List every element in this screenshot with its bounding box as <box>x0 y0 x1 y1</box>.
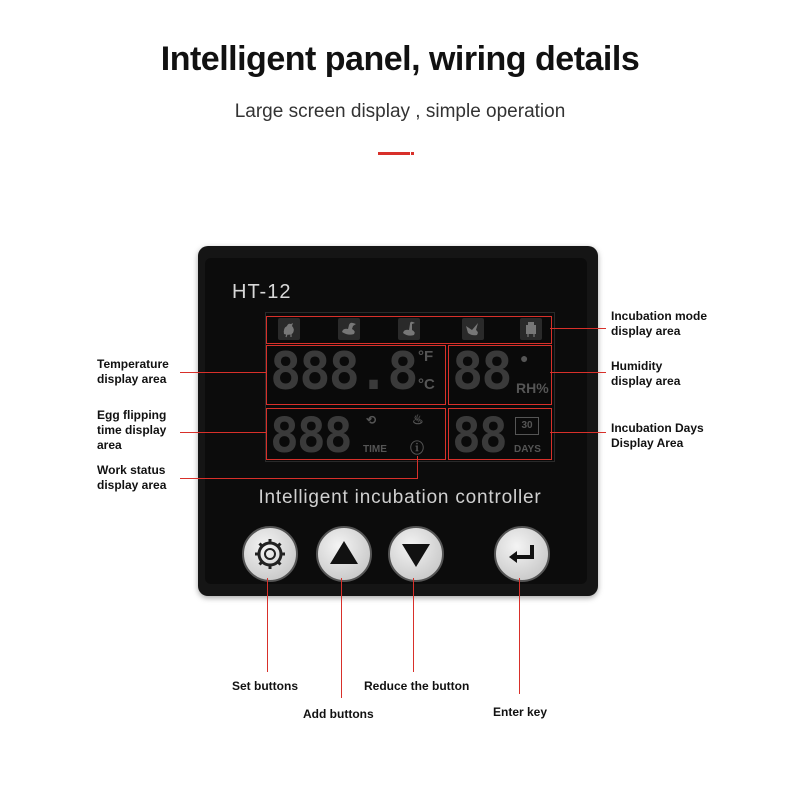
humidity-readout: 88 <box>452 342 511 402</box>
water-drop-icon: ● <box>520 350 529 366</box>
flip-leader <box>180 432 266 433</box>
humidity-callout: Humidity display area <box>611 359 681 388</box>
add-leader <box>341 578 342 698</box>
status-leader-v <box>417 456 418 479</box>
page-title: Intelligent panel, wiring details <box>160 40 640 78</box>
calendar-icon: 30 <box>515 417 539 435</box>
enter-button[interactable] <box>494 526 550 582</box>
days-readout: 88 <box>452 408 506 464</box>
temperature-area-box <box>266 345 446 405</box>
temperature-readout: 888.8 <box>270 342 417 402</box>
humidity-area-box <box>448 345 552 405</box>
triangle-down-icon <box>390 528 442 580</box>
add-buttons-callout: Add buttons <box>303 707 374 721</box>
humidity-unit: RH% <box>516 380 549 396</box>
mode-leader <box>550 328 606 329</box>
flip-time-readout: 888 <box>270 408 351 464</box>
set-leader <box>267 578 268 672</box>
enter-icon <box>496 528 548 580</box>
celsius-unit: °C <box>418 376 435 393</box>
time-label: TIME <box>363 444 387 455</box>
add-button[interactable] <box>316 526 372 582</box>
days-area-box <box>448 408 552 460</box>
triangle-up-icon <box>318 528 370 580</box>
gear-icon <box>244 528 296 580</box>
days-label: DAYS <box>514 444 541 455</box>
page-subtitle: Large screen display , simple operation <box>234 101 566 122</box>
days-leader <box>550 432 606 433</box>
accent-dot <box>411 152 414 155</box>
heating-icon: ♨ <box>412 412 424 427</box>
work-status-callout: Work status display area <box>97 463 167 492</box>
incubation-days-callout: Incubation Days Display Area <box>611 421 704 450</box>
enter-key-callout: Enter key <box>493 705 548 719</box>
model-label: HT-12 <box>232 281 292 303</box>
mode-area-box <box>266 316 552 344</box>
set-buttons-callout: Set buttons <box>232 679 298 693</box>
incubation-mode-callout: Incubation mode display area <box>611 309 707 338</box>
temperature-leader <box>180 372 266 373</box>
flip-time-area-box <box>266 408 446 460</box>
alarm-icon: ⓘ <box>410 440 424 456</box>
set-button[interactable] <box>242 526 298 582</box>
reduce-button[interactable] <box>388 526 444 582</box>
humidity-leader <box>550 372 606 373</box>
reduce-button-callout: Reduce the button <box>364 679 470 693</box>
flip-status-icon: ⟲ <box>366 413 377 427</box>
accent-divider <box>378 152 410 155</box>
controller-label: Intelligent incubation controller <box>258 487 542 508</box>
status-leader-h <box>180 478 418 479</box>
enter-leader <box>519 578 520 694</box>
reduce-leader <box>413 578 414 672</box>
fahrenheit-unit: °F <box>418 348 434 365</box>
egg-flipping-callout: Egg flipping time display area <box>97 408 167 452</box>
temperature-callout: Temperature display area <box>97 357 169 386</box>
